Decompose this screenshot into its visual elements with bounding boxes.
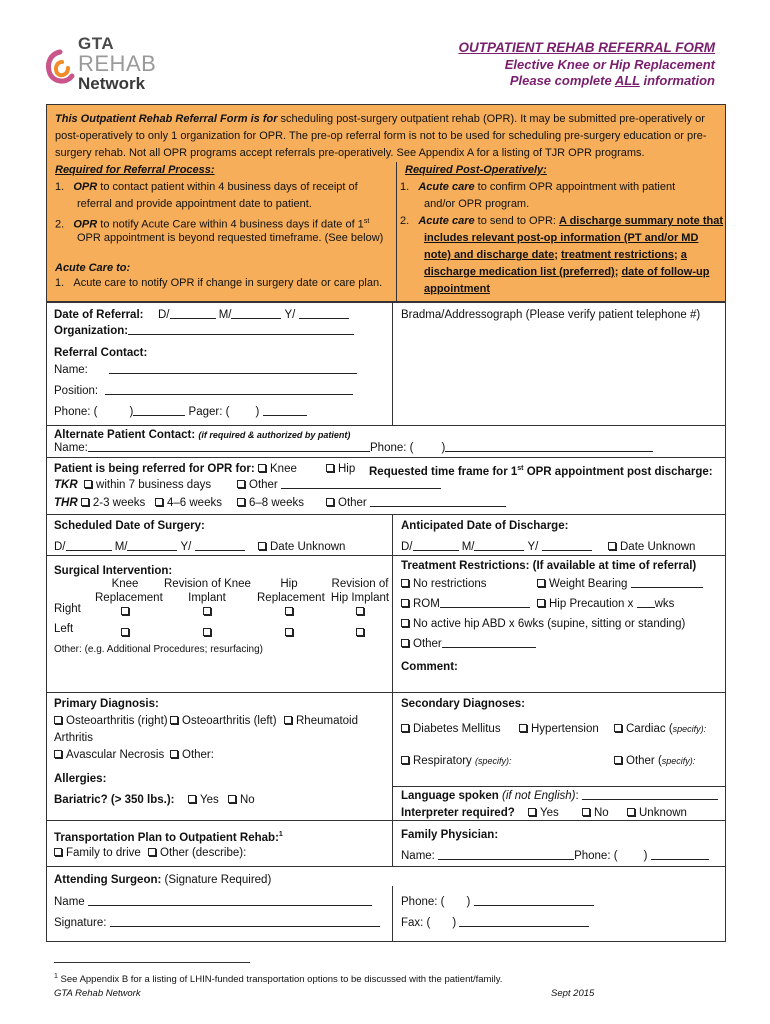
- req-post-item-2: 2. Acute care to send to OPR: A discharge summary note that: [400, 215, 724, 227]
- thr-4-6-weeks[interactable]: 4–6 weeks: [155, 496, 222, 510]
- transport-other-checkbox[interactable]: Other (describe):: [148, 846, 246, 860]
- right-knee-rev-checkbox[interactable]: [203, 607, 211, 615]
- req-post-item-1: 1. Acute care to confirm OPR appointment with patient: [400, 181, 676, 193]
- respiratory-checkbox[interactable]: Respiratory (specify):: [401, 754, 512, 768]
- avascular-box-icon: [54, 750, 62, 758]
- divider-alt-contact: [46, 425, 726, 426]
- knee-checkbox[interactable]: Knee: [258, 462, 297, 476]
- intro-divider: [396, 162, 397, 302]
- acute-item-1: 1. Acute care to notify OPR if change in surgery date or care plan.: [55, 277, 383, 289]
- divider-opr: [46, 457, 726, 458]
- w46-box-icon: [155, 498, 163, 506]
- form-instruction: Please complete ALL information: [509, 73, 715, 88]
- interpreter-no-checkbox[interactable]: No: [582, 806, 609, 820]
- bariatric-yes-checkbox[interactable]: Yes: [188, 793, 219, 807]
- oa-left-checkbox[interactable]: Osteoarthritis (left): [170, 714, 277, 728]
- logo-network: Network: [78, 74, 146, 93]
- allergies-label: Allergies:: [54, 773, 107, 785]
- oa-left-box-icon: [170, 716, 178, 724]
- hip-box-icon: [326, 464, 334, 472]
- cardiac-box-icon: [614, 724, 622, 732]
- hip-precaution-checkbox[interactable]: Hip Precaution x wks: [537, 597, 674, 611]
- primary-diagnosis-heading: Primary Diagnosis:: [54, 698, 159, 710]
- divider-diagnosis: [46, 692, 726, 693]
- language-field[interactable]: Language spoken (if not English):: [401, 789, 718, 803]
- secondary-other-checkbox[interactable]: Other (specify):: [614, 754, 695, 768]
- thr-other-box-icon: [326, 498, 334, 506]
- no-restrictions-box-icon: [401, 579, 409, 587]
- left-label: Left: [54, 623, 74, 635]
- surgeon-fax-field[interactable]: Fax: ( ): [401, 916, 589, 930]
- secondary-other-box-icon: [614, 756, 622, 764]
- timeframe-heading: Requested time frame for 1st OPR appointment post discharge:: [369, 465, 713, 478]
- referred-for-label: Patient is being referred for OPR for:: [54, 463, 255, 475]
- arthritis-label: Arthritis: [54, 732, 93, 744]
- req-post-item-2c: note) and discharge date; treatment restrictions; a: [424, 249, 687, 261]
- discharge-heading: Anticipated Date of Discharge:: [401, 520, 569, 532]
- divider-transport: [46, 820, 726, 821]
- footnote: $^1$ See Appendix B for a listing of LHIN-funded transportation options to be discussed with the patient/family.: [54, 973, 503, 986]
- family-drive-box-icon: [54, 848, 62, 856]
- respiratory-box-icon: [401, 756, 409, 764]
- diabetes-checkbox[interactable]: Diabetes Mellitus: [401, 722, 501, 736]
- surgery-date-fields[interactable]: D/ M/ Y/: [54, 540, 245, 554]
- family-physician-heading: Family Physician:: [401, 829, 499, 841]
- col-revision-knee: Revision of Knee Implant: [164, 578, 251, 604]
- surgery-date-unknown[interactable]: Date Unknown: [258, 540, 345, 554]
- req-post-item-2e: appointment: [424, 283, 490, 295]
- tkr-within7[interactable]: TKR within 7 business days: [54, 479, 212, 491]
- interpreter-unknown-box-icon: [627, 808, 635, 816]
- req-post-item-2d: discharge medication list (preferred); date of follow-up: [424, 266, 710, 278]
- scheduled-surgery-heading: Scheduled Date of Surgery:: [54, 520, 205, 532]
- no-hip-abd-checkbox[interactable]: No active hip ABD x 6wks (supine, sitting or standing): [401, 617, 685, 631]
- footnote-rule: [54, 962, 250, 963]
- alternate-phone-field[interactable]: Phone: ( ): [370, 441, 653, 455]
- req-referral-item-1b: referral and provide appointment date to patient.: [77, 198, 312, 210]
- oa-right-box-icon: [54, 716, 62, 724]
- logo-gta: GTA: [78, 34, 115, 53]
- left-hip-checkbox[interactable]: [285, 628, 293, 636]
- hypertension-box-icon: [519, 724, 527, 732]
- diabetes-box-icon: [401, 724, 409, 732]
- alternate-contact-heading: Alternate Patient Contact: (if required & authorized by patient): [54, 429, 351, 441]
- divider-surgery: [46, 514, 726, 515]
- vdiv-bottom: [392, 886, 393, 942]
- interpreter-yes-checkbox[interactable]: Yes: [528, 806, 559, 820]
- intro-line-3: surgery rehab. Not all OPR programs accept referrals pre-operatively. See Appendix A for a listing of TJR OPR programs.: [55, 147, 645, 159]
- discharge-date-unknown[interactable]: Date Unknown: [608, 540, 695, 554]
- rheumatoid-box-icon: [284, 716, 292, 724]
- divider-intervention: [46, 555, 726, 556]
- bariatric-no-checkbox[interactable]: No: [228, 793, 255, 807]
- surgeon-name-field[interactable]: Name: [54, 895, 372, 909]
- treatment-other-box-icon: [401, 639, 409, 647]
- hypertension-checkbox[interactable]: Hypertension: [519, 722, 599, 736]
- secondary-diagnoses-heading: Secondary Diagnoses:: [401, 698, 525, 710]
- req-referral-heading: Required for Referral Process:: [55, 164, 215, 176]
- req-referral-item-2b: OPR appointment is beyond requested timeframe. (See below): [77, 232, 384, 244]
- interpreter-yes-box-icon: [528, 808, 536, 816]
- treatment-restrictions-heading: Treatment Restrictions: (If available at time of referral): [401, 560, 697, 572]
- referral-position-field[interactable]: Position:: [54, 384, 353, 398]
- w23-box-icon: [81, 498, 89, 506]
- attending-surgeon-heading: Attending Surgeon: (Signature Required): [54, 874, 272, 886]
- date-of-referral: Date of Referral:: [54, 309, 144, 321]
- interpreter-label: Interpreter required?: [401, 807, 515, 819]
- req-referral-item-1: 1. OPR to contact patient within 4 business days of receipt of: [55, 181, 358, 193]
- vdiv-mid: [392, 514, 393, 866]
- req-post-item-1b: and/or OPR program.: [424, 198, 530, 210]
- oa-right-checkbox[interactable]: Osteoarthritis (right): [54, 714, 168, 728]
- req-referral-item-2: 2. OPR to notify Acute Care within 4 business days if date of 1st: [55, 218, 370, 231]
- weight-bearing-box-icon: [537, 579, 545, 587]
- footer-org: GTA Rehab Network: [54, 988, 141, 999]
- physician-name-field[interactable]: Name: Phone: ( ): [401, 849, 709, 863]
- divider-language: [392, 786, 726, 787]
- interpreter-unknown-checkbox[interactable]: Unknown: [627, 806, 687, 820]
- within7-box-icon: [84, 480, 92, 488]
- col-knee-replacement: Knee Replacement: [95, 578, 163, 604]
- thr-2-3-weeks[interactable]: THR 2-3 weeks: [54, 497, 146, 509]
- surgeon-signature-field[interactable]: Signature:: [54, 916, 380, 930]
- diagnosis-other-checkbox[interactable]: Other:: [170, 748, 214, 762]
- diagnosis-other-box-icon: [170, 750, 178, 758]
- treatment-other-checkbox[interactable]: Other: [401, 637, 536, 651]
- family-drive-checkbox[interactable]: Family to drive: [54, 846, 141, 860]
- organization-field[interactable]: Organization:: [54, 324, 354, 338]
- interpreter-no-box-icon: [582, 808, 590, 816]
- intro-line-1: This Outpatient Rehab Referral Form is for scheduling post-surgery outpatient rehab (OPR). It may be submitted pre-operatively or: [55, 113, 705, 125]
- referral-phone-field[interactable]: Phone: ( ) Pager: ( ): [54, 405, 307, 419]
- left-knee-rev-checkbox[interactable]: [203, 628, 211, 636]
- bariatric-no-box-icon: [228, 795, 236, 803]
- col-revision-hip: Revision of Hip Implant: [330, 578, 390, 604]
- logo-rehab: REHAB: [78, 51, 157, 76]
- bariatric-yes-box-icon: [188, 795, 196, 803]
- form-title: OUTPATIENT REHAB REFERRAL FORM: [458, 40, 715, 55]
- alternate-name-field[interactable]: Name:: [54, 441, 370, 455]
- no-hip-abd-box-icon: [401, 619, 409, 627]
- hip-checkbox[interactable]: Hip: [326, 462, 355, 476]
- cardiac-checkbox[interactable]: Cardiac (specify):: [614, 722, 706, 736]
- weight-bearing-checkbox[interactable]: Weight Bearing: [537, 577, 703, 591]
- right-knee-checkbox[interactable]: [121, 607, 129, 615]
- bariatric-label: Bariatric? (> 350 lbs.):: [54, 794, 175, 806]
- surgery-unknown-box-icon: [258, 542, 266, 550]
- left-hip-rev-checkbox[interactable]: [356, 628, 364, 636]
- bradma-label: Bradma/Addressograph (Please verify patient telephone #): [401, 309, 701, 321]
- surgeon-phone-field[interactable]: Phone: ( ): [401, 895, 594, 909]
- right-hip-checkbox[interactable]: [285, 607, 293, 615]
- tkr-other[interactable]: Other: [237, 478, 441, 492]
- logo-swirl-icon: [44, 48, 76, 88]
- right-hip-rev-checkbox[interactable]: [356, 607, 364, 615]
- thr-6-8-weeks[interactable]: 6–8 weeks: [237, 496, 304, 510]
- tkr-other-box-icon: [237, 480, 245, 488]
- transport-other-box-icon: [148, 848, 156, 856]
- avascular-checkbox[interactable]: Avascular Necrosis: [54, 748, 164, 762]
- left-knee-checkbox[interactable]: [121, 628, 129, 636]
- other-procedures-label: Other: (e.g. Additional Procedures; resurfacing): [54, 644, 263, 655]
- referral-contact-heading: Referral Contact:: [54, 347, 148, 359]
- right-label: Right: [54, 603, 81, 615]
- discharge-unknown-box-icon: [608, 542, 616, 550]
- comment-label: Comment:: [401, 661, 458, 673]
- knee-box-icon: [258, 464, 266, 472]
- no-restrictions-checkbox[interactable]: No restrictions: [401, 577, 487, 591]
- acute-heading: Acute Care to:: [55, 262, 131, 274]
- date-of-referral-fields[interactable]: D/ M/ Y/: [158, 308, 349, 322]
- intro-box: [46, 104, 726, 302]
- transport-heading: Transportation Plan to Outpatient Rehab:$^1$: [54, 831, 283, 844]
- req-post-item-2b: includes relevant post-op information (PT and/or MD: [424, 232, 699, 244]
- surgical-intervention-heading: Surgical Intervention:: [54, 565, 173, 577]
- req-post-heading: Required Post-Operatively:: [405, 164, 547, 176]
- rom-checkbox[interactable]: ROM: [401, 597, 530, 611]
- divider-surgeon: [46, 866, 726, 867]
- vdiv-top: [392, 302, 393, 425]
- intro-line-2: post-operatively to only 1 organization for OPR. The pre-op referral form is not to be used for scheduling pre-surgery education or pre-: [55, 130, 707, 142]
- form-subtitle: Elective Knee or Hip Replacement: [504, 57, 715, 72]
- footer-date: Sept 2015: [551, 988, 595, 999]
- thr-other[interactable]: Other: [326, 496, 506, 510]
- w68-box-icon: [237, 498, 245, 506]
- referral-name-field[interactable]: Name:: [54, 363, 357, 377]
- rheumatoid-checkbox[interactable]: Rheumatoid: [284, 714, 358, 728]
- rom-box-icon: [401, 599, 409, 607]
- col-hip-replacement: Hip Replacement: [257, 578, 325, 604]
- discharge-date-fields[interactable]: D/ M/ Y/: [401, 540, 592, 554]
- hip-precaution-box-icon: [537, 599, 545, 607]
